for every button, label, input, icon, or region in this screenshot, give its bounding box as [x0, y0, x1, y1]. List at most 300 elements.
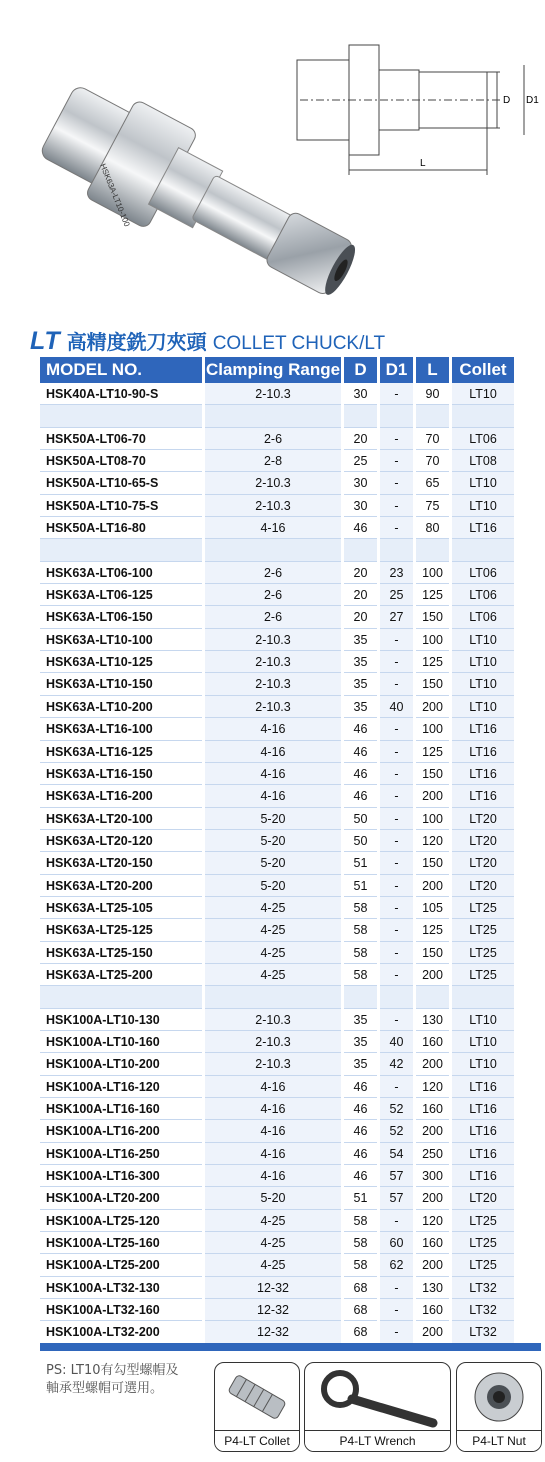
cell-model: HSK50A-LT10-65-S — [40, 472, 202, 494]
cell-d: 50 — [344, 808, 377, 830]
cell-d1: - — [380, 718, 413, 740]
cell-l: 65 — [416, 472, 449, 494]
table-row — [40, 1165, 541, 1187]
cell-l: 200 — [416, 696, 449, 718]
accessory-label: P4-LT Nut — [457, 1430, 541, 1451]
cell-l — [416, 539, 449, 561]
cell-collet — [452, 539, 514, 561]
cell-d: 35 — [344, 1009, 377, 1031]
cell-collet: LT10 — [452, 673, 514, 695]
cell-d1: - — [380, 1076, 413, 1098]
cell-clamping-range: 5-20 — [205, 808, 341, 830]
header-l: L — [416, 357, 449, 383]
cell-l: 100 — [416, 562, 449, 584]
cell-collet: LT20 — [452, 830, 514, 852]
table-row — [40, 696, 541, 718]
cell-model: HSK100A-LT20-200 — [40, 1187, 202, 1209]
cell-l: 125 — [416, 741, 449, 763]
cell-d1: 54 — [380, 1143, 413, 1165]
cell-l: 70 — [416, 450, 449, 472]
cell-collet: LT25 — [452, 964, 514, 986]
cell-d: 46 — [344, 1165, 377, 1187]
cell-d1: 40 — [380, 696, 413, 718]
collet-icon — [215, 1363, 299, 1431]
cell-l: 120 — [416, 1210, 449, 1232]
label-d: D — [503, 95, 511, 106]
cell-clamping-range: 5-20 — [205, 852, 341, 874]
cell-model: HSK50A-LT06-70 — [40, 428, 202, 450]
cell-l: 160 — [416, 1232, 449, 1254]
cell-clamping-range: 4-25 — [205, 1254, 341, 1276]
cell-collet — [452, 986, 514, 1008]
cell-clamping-range: 2-10.3 — [205, 651, 341, 673]
cell-clamping-range: 2-6 — [205, 562, 341, 584]
header-collet: Collet — [452, 357, 514, 383]
table-row — [40, 1299, 541, 1321]
table-row — [40, 964, 541, 986]
cell-d: 35 — [344, 1053, 377, 1075]
table-row — [40, 1277, 541, 1299]
cell-d: 46 — [344, 1143, 377, 1165]
cell-clamping-range: 2-10.3 — [205, 673, 341, 695]
cell-d1: - — [380, 808, 413, 830]
cell-clamping-range: 2-10.3 — [205, 1031, 341, 1053]
cell-l: 150 — [416, 942, 449, 964]
table-row — [40, 517, 541, 539]
cell-l: 200 — [416, 875, 449, 897]
cell-d1: - — [380, 919, 413, 941]
cell-collet: LT20 — [452, 852, 514, 874]
cell-clamping-range: 4-16 — [205, 1098, 341, 1120]
cell-clamping-range: 2-6 — [205, 606, 341, 628]
cell-l: 300 — [416, 1165, 449, 1187]
cell-d: 35 — [344, 673, 377, 695]
cell-l: 200 — [416, 964, 449, 986]
cell-clamping-range: 12-32 — [205, 1277, 341, 1299]
cell-d1: - — [380, 1277, 413, 1299]
cell-d1 — [380, 539, 413, 561]
cell-model: HSK63A-LT20-120 — [40, 830, 202, 852]
cell-d1: - — [380, 651, 413, 673]
cell-collet: LT16 — [452, 517, 514, 539]
table-row — [40, 875, 541, 897]
table-row — [40, 1187, 541, 1209]
hero-section — [0, 0, 545, 325]
cell-collet: LT16 — [452, 1143, 514, 1165]
cell-collet: LT20 — [452, 1187, 514, 1209]
cell-d: 58 — [344, 1232, 377, 1254]
cell-d1: 52 — [380, 1120, 413, 1142]
cell-collet: LT10 — [452, 383, 514, 405]
section-heading — [30, 326, 385, 356]
table-row — [40, 673, 541, 695]
cell-model: HSK50A-LT16-80 — [40, 517, 202, 539]
cell-collet: LT10 — [452, 696, 514, 718]
table-row — [40, 808, 541, 830]
cell-model: HSK100A-LT16-120 — [40, 1076, 202, 1098]
cell-d: 58 — [344, 942, 377, 964]
cell-l: 105 — [416, 897, 449, 919]
accessory-collet — [214, 1362, 300, 1452]
cell-d: 50 — [344, 830, 377, 852]
cell-collet: LT16 — [452, 763, 514, 785]
cell-d — [344, 539, 377, 561]
cell-d: 68 — [344, 1299, 377, 1321]
cell-model — [40, 405, 202, 427]
cell-d1 — [380, 405, 413, 427]
cell-d1 — [380, 986, 413, 1008]
cell-l: 125 — [416, 651, 449, 673]
cell-l: 130 — [416, 1277, 449, 1299]
cell-model: HSK63A-LT06-150 — [40, 606, 202, 628]
heading-chinese: 高精度銑刀夾頭 — [66, 330, 207, 354]
cell-l: 200 — [416, 1120, 449, 1142]
cell-collet: LT06 — [452, 584, 514, 606]
cell-d1: - — [380, 741, 413, 763]
cell-l: 250 — [416, 1143, 449, 1165]
cell-model: HSK63A-LT16-100 — [40, 718, 202, 740]
cell-l: 100 — [416, 808, 449, 830]
cell-l: 200 — [416, 1187, 449, 1209]
cell-l: 130 — [416, 1009, 449, 1031]
cell-collet: LT10 — [452, 472, 514, 494]
header-d: D — [344, 357, 377, 383]
cell-collet: LT20 — [452, 808, 514, 830]
accessory-label: P4-LT Collet — [215, 1430, 299, 1451]
cell-l: 150 — [416, 763, 449, 785]
cell-collet: LT10 — [452, 651, 514, 673]
cell-clamping-range: 5-20 — [205, 1187, 341, 1209]
cell-clamping-range: 4-25 — [205, 1210, 341, 1232]
cell-clamping-range: 2-10.3 — [205, 1009, 341, 1031]
table-row — [40, 472, 541, 494]
cell-model: HSK63A-LT25-200 — [40, 964, 202, 986]
cell-collet: LT32 — [452, 1299, 514, 1321]
cell-model: HSK63A-LT25-105 — [40, 897, 202, 919]
cell-d: 30 — [344, 383, 377, 405]
table-separator-row — [40, 405, 541, 427]
table-row — [40, 942, 541, 964]
cell-d: 35 — [344, 651, 377, 673]
cell-d: 68 — [344, 1277, 377, 1299]
cell-d: 20 — [344, 562, 377, 584]
header-d1: D1 — [380, 357, 413, 383]
table-row — [40, 1254, 541, 1276]
cell-collet: LT25 — [452, 919, 514, 941]
table-row — [40, 1143, 541, 1165]
cell-collet: LT10 — [452, 629, 514, 651]
table-row — [40, 897, 541, 919]
cell-d: 46 — [344, 517, 377, 539]
cell-clamping-range: 4-25 — [205, 897, 341, 919]
table-row — [40, 383, 541, 405]
heading-english: COLLET CHUCK/LT — [212, 333, 386, 354]
table-separator-row — [40, 539, 541, 561]
cell-l: 150 — [416, 673, 449, 695]
table-row — [40, 1321, 541, 1343]
accessory-nut — [456, 1362, 542, 1452]
cell-l: 100 — [416, 718, 449, 740]
cell-collet: LT06 — [452, 606, 514, 628]
table-row — [40, 584, 541, 606]
cell-clamping-range: 12-32 — [205, 1299, 341, 1321]
table-row — [40, 763, 541, 785]
cell-d: 46 — [344, 718, 377, 740]
table-row — [40, 1098, 541, 1120]
cell-d1: - — [380, 964, 413, 986]
cell-l: 70 — [416, 428, 449, 450]
label-l: L — [420, 158, 426, 169]
cell-l: 120 — [416, 1076, 449, 1098]
cell-clamping-range — [205, 539, 341, 561]
cell-model: HSK100A-LT16-250 — [40, 1143, 202, 1165]
cell-collet: LT25 — [452, 1254, 514, 1276]
table-row — [40, 606, 541, 628]
cell-d1: - — [380, 629, 413, 651]
cell-d1: - — [380, 1321, 413, 1343]
table-bottom-bar — [40, 1343, 541, 1351]
cell-l: 150 — [416, 606, 449, 628]
cell-d: 68 — [344, 1321, 377, 1343]
table-row — [40, 830, 541, 852]
cell-d1: - — [380, 673, 413, 695]
cell-collet: LT08 — [452, 450, 514, 472]
cell-collet: LT10 — [452, 1009, 514, 1031]
cell-l: 125 — [416, 919, 449, 941]
cell-collet: LT20 — [452, 875, 514, 897]
cell-collet: LT16 — [452, 785, 514, 807]
label-d1: D1 — [526, 95, 539, 106]
table-row — [40, 741, 541, 763]
cell-d — [344, 986, 377, 1008]
cell-d1: 52 — [380, 1098, 413, 1120]
cell-model: HSK63A-LT16-150 — [40, 763, 202, 785]
cell-collet: LT16 — [452, 718, 514, 740]
spec-table — [40, 357, 541, 1344]
cell-collet: LT16 — [452, 1076, 514, 1098]
cell-model: HSK100A-LT25-160 — [40, 1232, 202, 1254]
accessory-wrench — [304, 1362, 451, 1452]
cell-model — [40, 539, 202, 561]
table-row — [40, 1031, 541, 1053]
table-row — [40, 1120, 541, 1142]
cell-clamping-range: 4-25 — [205, 1232, 341, 1254]
wrench-icon — [305, 1363, 450, 1431]
cell-clamping-range: 2-10.3 — [205, 1053, 341, 1075]
cell-model: HSK100A-LT32-130 — [40, 1277, 202, 1299]
cell-d: 46 — [344, 763, 377, 785]
cell-model: HSK100A-LT25-120 — [40, 1210, 202, 1232]
cell-collet: LT16 — [452, 1120, 514, 1142]
cell-clamping-range: 2-10.3 — [205, 495, 341, 517]
cell-d: 46 — [344, 1120, 377, 1142]
table-row — [40, 1053, 541, 1075]
cell-model: HSK63A-LT20-200 — [40, 875, 202, 897]
table-row — [40, 495, 541, 517]
cell-d1: 23 — [380, 562, 413, 584]
cell-l: 160 — [416, 1098, 449, 1120]
cell-d: 20 — [344, 606, 377, 628]
cell-model: HSK63A-LT10-150 — [40, 673, 202, 695]
cell-d1: 62 — [380, 1254, 413, 1276]
cell-collet: LT16 — [452, 741, 514, 763]
cell-d: 46 — [344, 741, 377, 763]
cell-model: HSK100A-LT32-160 — [40, 1299, 202, 1321]
cell-collet: LT16 — [452, 1165, 514, 1187]
cell-model: HSK50A-LT10-75-S — [40, 495, 202, 517]
cell-collet: LT25 — [452, 1232, 514, 1254]
cell-d: 30 — [344, 495, 377, 517]
dimension-diagram — [0, 0, 545, 325]
table-row — [40, 1009, 541, 1031]
cell-l: 125 — [416, 584, 449, 606]
cell-model — [40, 986, 202, 1008]
cell-l: 200 — [416, 785, 449, 807]
cell-clamping-range: 12-32 — [205, 1321, 341, 1343]
cell-collet — [452, 405, 514, 427]
cell-l — [416, 986, 449, 1008]
cell-model: HSK63A-LT20-150 — [40, 852, 202, 874]
table-row — [40, 450, 541, 472]
cell-d1: 25 — [380, 584, 413, 606]
cell-d1: 57 — [380, 1187, 413, 1209]
cell-clamping-range: 4-16 — [205, 763, 341, 785]
cell-d1: - — [380, 450, 413, 472]
cell-model: HSK63A-LT06-125 — [40, 584, 202, 606]
cell-model: HSK100A-LT16-160 — [40, 1098, 202, 1120]
engraving-text: HSK63A-LT10-100 — [98, 162, 132, 228]
cell-l: 200 — [416, 1254, 449, 1276]
cell-model: HSK50A-LT08-70 — [40, 450, 202, 472]
cell-clamping-range: 2-10.3 — [205, 383, 341, 405]
cell-d: 58 — [344, 897, 377, 919]
table-header — [40, 357, 541, 383]
cell-l — [416, 405, 449, 427]
cell-collet: LT10 — [452, 495, 514, 517]
accessory-label: P4-LT Wrench — [305, 1430, 450, 1451]
cell-d: 46 — [344, 785, 377, 807]
table-row — [40, 428, 541, 450]
cell-clamping-range: 4-16 — [205, 741, 341, 763]
cell-d: 20 — [344, 428, 377, 450]
cell-d: 58 — [344, 919, 377, 941]
cell-d1: 57 — [380, 1165, 413, 1187]
cell-clamping-range: 2-8 — [205, 450, 341, 472]
table-row — [40, 562, 541, 584]
cell-d: 51 — [344, 1187, 377, 1209]
cell-model: HSK100A-LT16-300 — [40, 1165, 202, 1187]
cell-l: 200 — [416, 1053, 449, 1075]
cell-model: HSK100A-LT16-200 — [40, 1120, 202, 1142]
cell-l: 80 — [416, 517, 449, 539]
cell-clamping-range: 4-25 — [205, 964, 341, 986]
cell-model: HSK100A-LT25-200 — [40, 1254, 202, 1276]
cell-clamping-range: 4-25 — [205, 942, 341, 964]
cell-model: HSK100A-LT32-200 — [40, 1321, 202, 1343]
cell-model: HSK63A-LT20-100 — [40, 808, 202, 830]
table-row — [40, 919, 541, 941]
cell-d1: - — [380, 830, 413, 852]
cell-l: 160 — [416, 1299, 449, 1321]
cell-d1: - — [380, 428, 413, 450]
heading-prefix: LT — [30, 327, 61, 355]
cell-d1: 40 — [380, 1031, 413, 1053]
cell-model: HSK63A-LT10-125 — [40, 651, 202, 673]
table-body — [40, 383, 541, 1344]
cell-l: 75 — [416, 495, 449, 517]
cell-model: HSK100A-LT10-200 — [40, 1053, 202, 1075]
cell-collet: LT32 — [452, 1277, 514, 1299]
cell-l: 120 — [416, 830, 449, 852]
table-row — [40, 718, 541, 740]
cell-collet: LT06 — [452, 428, 514, 450]
cell-clamping-range: 4-16 — [205, 1120, 341, 1142]
cell-clamping-range: 4-16 — [205, 718, 341, 740]
cell-model: HSK63A-LT16-200 — [40, 785, 202, 807]
cell-model: HSK100A-LT10-130 — [40, 1009, 202, 1031]
cell-d1: - — [380, 517, 413, 539]
cell-d: 51 — [344, 852, 377, 874]
table-row — [40, 1232, 541, 1254]
cell-model: HSK63A-LT16-125 — [40, 741, 202, 763]
cell-collet: LT10 — [452, 1031, 514, 1053]
cell-model: HSK63A-LT25-125 — [40, 919, 202, 941]
cell-d1: - — [380, 1299, 413, 1321]
cell-clamping-range: 2-10.3 — [205, 629, 341, 651]
cell-clamping-range: 2-6 — [205, 428, 341, 450]
cell-clamping-range: 5-20 — [205, 875, 341, 897]
cell-clamping-range: 4-16 — [205, 1165, 341, 1187]
note-line-2: 軸承型螺帽可選用。 — [46, 1381, 164, 1396]
cell-d: 35 — [344, 1031, 377, 1053]
table-row — [40, 785, 541, 807]
note-line-1: PS: LT10有勾型螺帽及 — [46, 1363, 179, 1378]
cell-model: HSK63A-LT25-150 — [40, 942, 202, 964]
cell-collet: LT32 — [452, 1321, 514, 1343]
cell-collet: LT10 — [452, 1053, 514, 1075]
cell-d1: - — [380, 852, 413, 874]
cell-model: HSK63A-LT06-100 — [40, 562, 202, 584]
cell-collet: LT25 — [452, 942, 514, 964]
cell-d1: 27 — [380, 606, 413, 628]
cell-d: 58 — [344, 1254, 377, 1276]
cell-d: 30 — [344, 472, 377, 494]
cell-d1: - — [380, 1009, 413, 1031]
cell-clamping-range — [205, 986, 341, 1008]
table-row — [40, 651, 541, 673]
cell-clamping-range — [205, 405, 341, 427]
cell-clamping-range: 4-16 — [205, 1143, 341, 1165]
cell-l: 90 — [416, 383, 449, 405]
cell-d: 25 — [344, 450, 377, 472]
cell-l: 150 — [416, 852, 449, 874]
cell-d1: - — [380, 875, 413, 897]
cell-l: 200 — [416, 1321, 449, 1343]
cell-collet: LT25 — [452, 897, 514, 919]
cell-l: 100 — [416, 629, 449, 651]
cell-d1: - — [380, 383, 413, 405]
table-row — [40, 1076, 541, 1098]
header-clamping-range: Clamping Range — [205, 357, 341, 383]
cell-d1: - — [380, 495, 413, 517]
cell-model: HSK63A-LT10-200 — [40, 696, 202, 718]
cell-d1: - — [380, 1210, 413, 1232]
header-model: MODEL NO. — [40, 357, 202, 383]
cell-d: 46 — [344, 1098, 377, 1120]
table-separator-row — [40, 986, 541, 1008]
cell-clamping-range: 2-6 — [205, 584, 341, 606]
cell-d: 35 — [344, 629, 377, 651]
